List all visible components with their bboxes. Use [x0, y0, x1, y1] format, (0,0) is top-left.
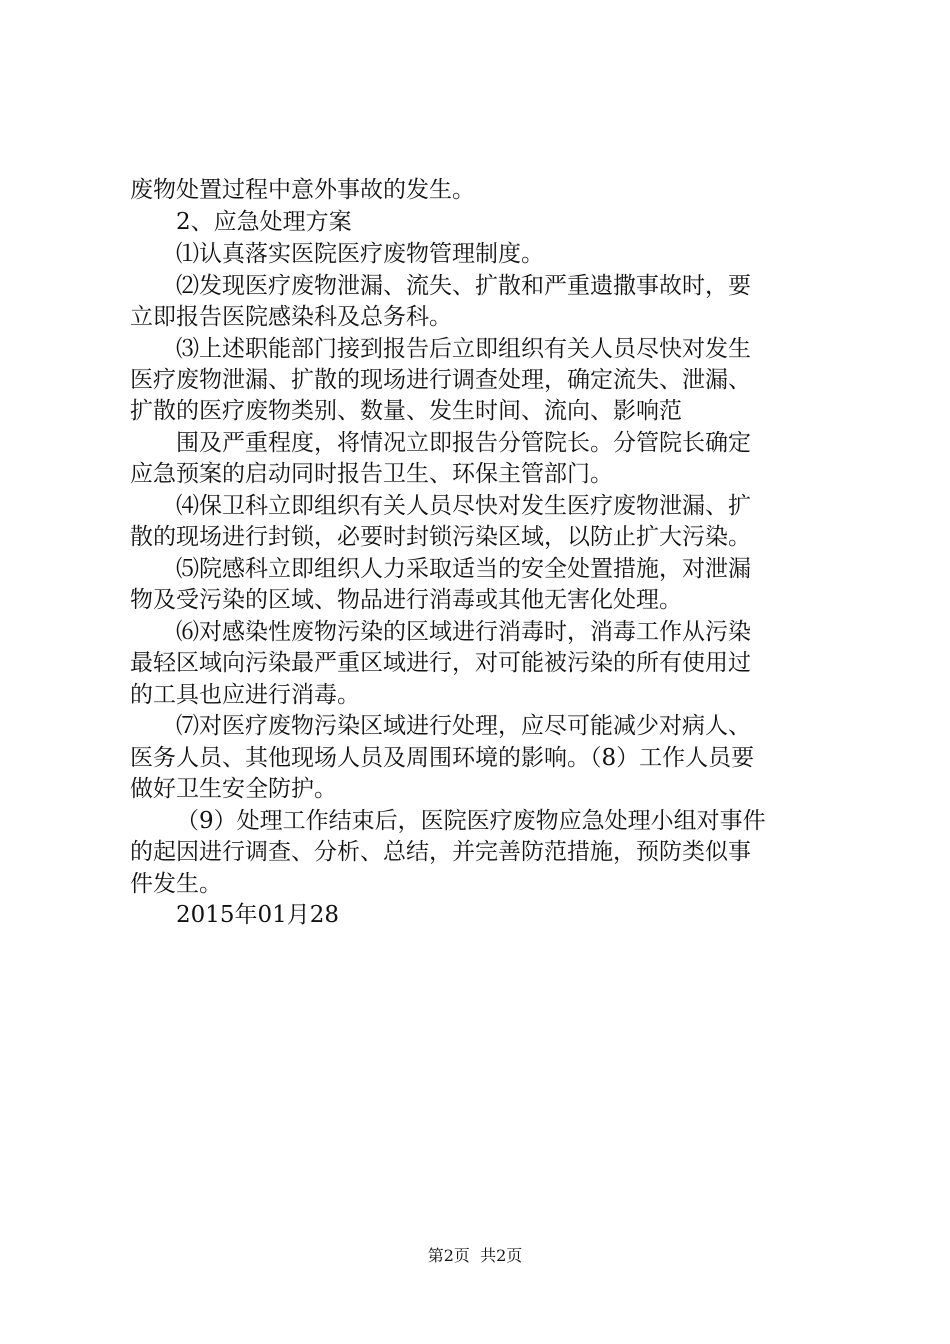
text-line: 立即报告医院感染科及总务科。 [130, 304, 452, 330]
text-line: 物及受污染的区域、物品进行消毒或其他无害化处理。 [130, 587, 682, 613]
text-line: 围及严重程度，将情况立即报告分管院长。分管院长确定 [176, 430, 751, 456]
text-line: ⑺对医疗废物污染区域进行处理，应尽可能减少对病人、 [176, 713, 751, 739]
text-line: 废物处置过程中意外事故的发生。 [130, 177, 475, 203]
text-line: 应急预案的启动同时报告卫生、环保主管部门。 [130, 461, 613, 487]
text-line: 扩散的医疗废物类别、数量、发生时间、流向、影响范 [130, 398, 682, 424]
page-footer [0, 1246, 950, 1266]
text-line: 医疗废物泄漏、扩散的现场进行调查处理，确定流失、泄漏、 [130, 367, 751, 393]
text-line: （9）处理工作结束后，医院医疗废物应急处理小组对事件 [176, 808, 766, 834]
text-line: 最轻区域向污染最严重区域进行，对可能被污染的所有使用过 [130, 650, 751, 676]
text-line: ⑷保卫科立即组织有关人员尽快对发生医疗废物泄漏、扩 [176, 493, 751, 519]
text-line: 医务人员、其他现场人员及周围环境的影响。（8）工作人员要 [130, 745, 755, 771]
document-date: 2015年01月28 [176, 902, 340, 928]
text-line: ⑴认真落实医院医疗废物管理制度。 [176, 241, 544, 267]
text-line: ⑹对感染性废物污染的区域进行消毒时，消毒工作从污染 [176, 619, 751, 645]
text-line: 的起因进行调查、分析、总结，并完善防范措施，预防类似事 [130, 839, 751, 865]
page-number: 第2页 共2页 [427, 1246, 523, 1265]
text-line: 件发生。 [130, 871, 222, 897]
text-line: ⑵发现医疗废物泄漏、流失、扩散和严重遗撒事故时，要 [176, 273, 751, 299]
text-line: 的工具也应进行消毒。 [130, 682, 360, 708]
text-line: ⑶上述职能部门接到报告后立即组织有关人员尽快对发生 [176, 336, 751, 362]
section-heading: 2、应急处理方案 [176, 209, 352, 235]
text-line: 做好卫生安全防护。 [130, 776, 337, 802]
text-line: 散的现场进行封锁，必要时封锁污染区域，以防止扩大污染。 [130, 524, 751, 550]
text-line: ⑸院感科立即组织人力采取适当的安全处置措施，对泄漏 [176, 556, 751, 582]
